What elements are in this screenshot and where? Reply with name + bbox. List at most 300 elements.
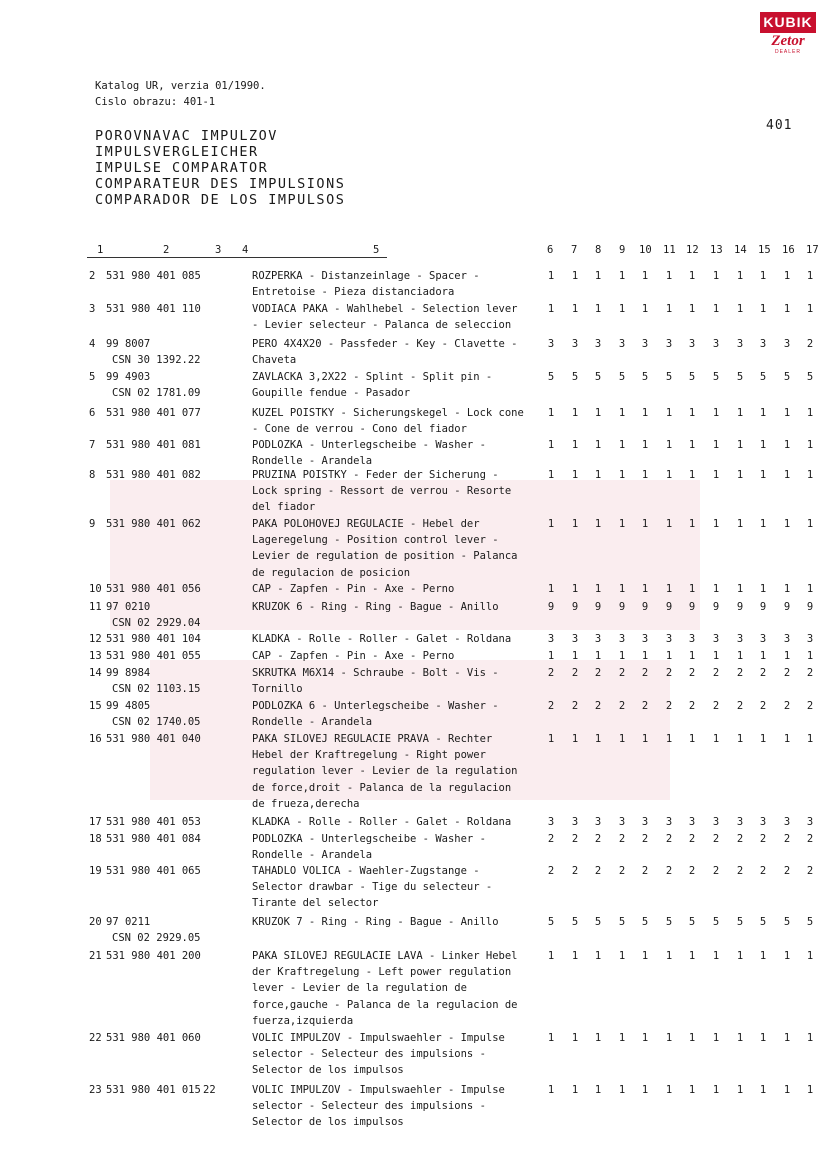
standard-number: CSN 02 2929.05 (112, 932, 201, 944)
part-description: VODIACA PAKA - Wahlhebel - Selection lever - Levier selecteur - Palanca de seleccion (252, 303, 518, 332)
logo-kubik: KUBIK (760, 12, 816, 33)
position-number: 18 (89, 833, 102, 845)
quantity-cell: 1 (665, 1032, 673, 1044)
quantity-cell: 1 (665, 439, 673, 451)
quantity-cell: 3 (759, 338, 767, 350)
quantity-cell: 1 (759, 650, 767, 662)
quantity-cell: 1 (783, 1032, 791, 1044)
quantity-cell: 2 (759, 833, 767, 845)
standard-number: CSN 02 2929.04 (112, 617, 201, 629)
quantity-cell: 1 (759, 1032, 767, 1044)
quantity-cell: 1 (594, 1084, 602, 1096)
quantity-cell: 1 (712, 650, 720, 662)
quantity-cell: 1 (665, 469, 673, 481)
quantity-cell: 5 (736, 916, 744, 928)
position-number: 20 (89, 916, 102, 928)
part-number: 531 980 401 065 (106, 865, 201, 877)
part-number: 531 980 401 053 (106, 816, 201, 828)
quantity-cell: 1 (688, 270, 696, 282)
part-number: 97 0210 (106, 601, 151, 613)
quantity-cell: 1 (712, 439, 720, 451)
quantity-cell: 1 (712, 270, 720, 282)
quantity-cell: 1 (641, 469, 649, 481)
quantity-cell: 1 (618, 650, 626, 662)
quantity-cell: 5 (688, 371, 696, 383)
quantity-cell: 2 (806, 865, 814, 877)
quantity-cell: 2 (571, 833, 579, 845)
position-number: 3 (89, 303, 96, 315)
col-header: 7 (571, 244, 578, 256)
quantity-cell: 1 (571, 1032, 579, 1044)
position-number: 16 (89, 733, 102, 745)
part-description: SKRUTKA M6X14 - Schraube - Bolt - Vis - Tornillo (252, 667, 499, 696)
quantity-cell: 1 (618, 583, 626, 595)
quantity-cell: 1 (594, 1032, 602, 1044)
quantity-cell: 1 (688, 439, 696, 451)
standard-number: CSN 30 1392.22 (112, 354, 201, 366)
part-number: 531 980 401 200 (106, 950, 201, 962)
quantity-cell: 1 (736, 650, 744, 662)
col-header: 15 (758, 244, 771, 256)
part-description: TAHADLO VOLICA - Waehler-Zugstange - Selector drawbar - Tige du selecteur - Tirante del selector (252, 865, 493, 910)
quantity-cell: 9 (571, 601, 579, 613)
col-header: 16 (782, 244, 795, 256)
quantity-cell: 9 (641, 601, 649, 613)
quantity-cell: 2 (759, 667, 767, 679)
quantity-cell: 1 (806, 583, 814, 595)
part-number: 531 980 401 077 (106, 407, 201, 419)
quantity-cell: 2 (759, 700, 767, 712)
quantity-cell: 1 (759, 469, 767, 481)
quantity-cell: 9 (688, 601, 696, 613)
logo-zetor: Zetor (771, 33, 805, 49)
quantity-cell: 1 (547, 950, 555, 962)
quantity-cell: 5 (641, 371, 649, 383)
quantity-cell: 1 (806, 518, 814, 530)
position-number: 11 (89, 601, 102, 613)
quantity-cell: 9 (736, 601, 744, 613)
header-underline (87, 257, 387, 258)
quantity-cell: 1 (665, 950, 673, 962)
quantity-cell: 3 (547, 633, 555, 645)
quantity-cell: 1 (783, 950, 791, 962)
quantity-cell: 1 (736, 469, 744, 481)
quantity-cell: 1 (618, 407, 626, 419)
part-description: CAP - Zapfen - Pin - Axe - Perno (252, 583, 455, 595)
position-number: 12 (89, 633, 102, 645)
quantity-cell: 2 (618, 700, 626, 712)
quantity-cell: 1 (665, 407, 673, 419)
col-header: 14 (734, 244, 747, 256)
quantity-cell: 1 (736, 518, 744, 530)
quantity-cell: 2 (594, 865, 602, 877)
catalog-version: Katalog UR, verzia 01/1990. (95, 80, 266, 92)
quantity-cell: 3 (594, 633, 602, 645)
quantity-cell: 1 (641, 1084, 649, 1096)
quantity-cell: 1 (688, 303, 696, 315)
part-description: PAKA SILOVEJ REGULACIE LAVA - Linker Hebel der Kraftregelung - Left power regulation lever - Levier de la regulation de force,gauche - Palanca de la regulacion de fuerza,izquierda (252, 950, 518, 1027)
quantity-cell: 2 (594, 700, 602, 712)
quantity-cell: 2 (618, 667, 626, 679)
col-header: 5 (373, 244, 380, 256)
quantity-cell: 1 (594, 469, 602, 481)
quantity-cell: 5 (736, 371, 744, 383)
part-number: 531 980 401 056 (106, 583, 201, 595)
quantity-cell: 5 (759, 371, 767, 383)
quantity-cell: 9 (806, 601, 814, 613)
quantity-cell: 5 (594, 371, 602, 383)
quantity-cell: 3 (783, 633, 791, 645)
quantity-cell: 1 (665, 303, 673, 315)
quantity-cell: 3 (594, 816, 602, 828)
quantity-cell: 2 (665, 865, 673, 877)
position-number: 19 (89, 865, 102, 877)
position-number: 5 (89, 371, 96, 383)
quantity-cell: 1 (594, 439, 602, 451)
part-description: VOLIC IMPULZOV - Impulswaehler - Impulse selector - Selecteur des impulsions - Selector de los impulsos (252, 1084, 505, 1129)
part-description: KUZEL POISTKY - Sicherungskegel - Lock cone - Cone de verrou - Cono del fiador (252, 407, 524, 436)
quantity-cell: 3 (688, 816, 696, 828)
quantity-cell: 3 (571, 633, 579, 645)
quantity-cell: 1 (688, 733, 696, 745)
quantity-cell: 2 (547, 865, 555, 877)
quantity-cell: 3 (736, 633, 744, 645)
col-header: 17 (806, 244, 819, 256)
quantity-cell: 1 (783, 439, 791, 451)
quantity-cell: 2 (712, 865, 720, 877)
quantity-cell: 3 (547, 338, 555, 350)
quantity-cell: 1 (736, 950, 744, 962)
quantity-cell: 2 (783, 833, 791, 845)
part-description: CAP - Zapfen - Pin - Axe - Perno (252, 650, 455, 662)
quantity-cell: 1 (594, 733, 602, 745)
quantity-cell: 1 (806, 950, 814, 962)
title-es: COMPARADOR DE LOS IMPULSOS (95, 192, 346, 208)
quantity-cell: 1 (712, 950, 720, 962)
part-description: PAKA POLOHOVEJ REGULACIE - Hebel der Lageregelung - Position control lever - Levier de regulation de position - Palanca de regulacion de posicion (252, 518, 518, 579)
quantity-cell: 3 (759, 816, 767, 828)
quantity-cell: 3 (618, 338, 626, 350)
quantity-cell: 2 (641, 700, 649, 712)
quantity-cell: 1 (618, 270, 626, 282)
quantity-cell: 1 (618, 733, 626, 745)
quantity-cell: 2 (547, 667, 555, 679)
quantity-cell: 1 (547, 1084, 555, 1096)
part-description: PRUZINA POISTKY - Feder der Sicherung - Lock spring - Ressort de verrou - Resorte del fiador (252, 469, 512, 514)
quantity-cell: 1 (688, 1032, 696, 1044)
part-description: KLADKA - Rolle - Roller - Galet - Roldana (252, 816, 512, 828)
quantity-cell: 1 (641, 439, 649, 451)
quantity-cell: 2 (736, 700, 744, 712)
col-header: 1 (97, 244, 104, 256)
quantity-cell: 3 (806, 633, 814, 645)
quantity-cell: 5 (594, 916, 602, 928)
quantity-cell: 3 (806, 816, 814, 828)
quantity-cell: 3 (759, 633, 767, 645)
quantity-cell: 1 (736, 270, 744, 282)
quantity-cell: 1 (665, 650, 673, 662)
quantity-cell: 2 (641, 865, 649, 877)
title-sk: POROVNAVAC IMPULZOV (95, 128, 278, 144)
quantity-cell: 1 (665, 583, 673, 595)
quantity-cell: 2 (806, 700, 814, 712)
quantity-cell: 1 (665, 733, 673, 745)
part-number: 99 4903 (106, 371, 151, 383)
part-number: 99 8984 (106, 667, 151, 679)
quantity-cell: 1 (618, 1084, 626, 1096)
quantity-cell: 2 (594, 833, 602, 845)
part-number: 531 980 401 082 (106, 469, 201, 481)
quantity-cell: 1 (618, 303, 626, 315)
image-number: Cislo obrazu: 401-1 (95, 96, 216, 108)
position-number: 10 (89, 583, 102, 595)
quantity-cell: 1 (594, 650, 602, 662)
quantity-cell: 5 (665, 371, 673, 383)
quantity-cell: 1 (688, 1084, 696, 1096)
quantity-cell: 1 (736, 583, 744, 595)
logo-dealer: DEALER (774, 49, 801, 55)
dealer-logo (760, 12, 816, 55)
quantity-cell: 1 (806, 303, 814, 315)
quantity-cell: 1 (806, 407, 814, 419)
position-number: 22 (89, 1032, 102, 1044)
quantity-cell: 2 (665, 833, 673, 845)
part-description: PODLOZKA 6 - Unterlegscheibe - Washer - Rondelle - Arandela (252, 700, 499, 729)
quantity-cell: 2 (688, 700, 696, 712)
part-description: KLADKA - Rolle - Roller - Galet - Roldana (252, 633, 512, 645)
quantity-cell: 1 (806, 650, 814, 662)
quantity-cell: 3 (783, 338, 791, 350)
part-number: 531 980 401 062 (106, 518, 201, 530)
quantity-cell: 3 (594, 338, 602, 350)
quantity-cell: 5 (571, 371, 579, 383)
position-number: 14 (89, 667, 102, 679)
quantity-cell: 2 (783, 700, 791, 712)
quantity-cell: 1 (547, 733, 555, 745)
part-description: PERO 4X4X20 - Passfeder - Key - Clavette - Chaveta (252, 338, 518, 367)
quantity-cell: 9 (712, 601, 720, 613)
quantity-cell: 5 (547, 371, 555, 383)
quantity-cell: 2 (806, 338, 814, 350)
part-number: 97 0211 (106, 916, 151, 928)
quantity-cell: 5 (712, 371, 720, 383)
quantity-cell: 2 (618, 865, 626, 877)
position-number: 23 (89, 1084, 102, 1096)
part-description: ROZPERKA - Distanzeinlage - Spacer - Entretoise - Pieza distanciadora (252, 270, 480, 299)
quantity-cell: 2 (783, 865, 791, 877)
quantity-cell: 3 (641, 816, 649, 828)
quantity-cell: 1 (806, 1032, 814, 1044)
col-header: 3 (215, 244, 222, 256)
col-header: 13 (710, 244, 723, 256)
quantity-cell: 1 (547, 270, 555, 282)
quantity-cell: 2 (571, 865, 579, 877)
quantity-cell: 1 (736, 1084, 744, 1096)
quantity-cell: 1 (547, 518, 555, 530)
part-number: 99 4805 (106, 700, 151, 712)
quantity-cell: 1 (594, 407, 602, 419)
quantity-cell: 2 (688, 667, 696, 679)
quantity-cell: 1 (641, 583, 649, 595)
quantity-cell: 3 (571, 816, 579, 828)
position-number: 21 (89, 950, 102, 962)
position-number: 2 (89, 270, 96, 282)
position-number: 9 (89, 518, 96, 530)
quantity-cell: 1 (783, 469, 791, 481)
quantity-cell: 2 (783, 667, 791, 679)
quantity-cell: 3 (736, 816, 744, 828)
quantity-cell: 1 (571, 439, 579, 451)
position-number: 7 (89, 439, 96, 451)
standard-number: CSN 02 1740.05 (112, 716, 201, 728)
quantity-cell: 1 (712, 303, 720, 315)
quantity-cell: 2 (594, 667, 602, 679)
quantity-cell: 1 (736, 1032, 744, 1044)
quantity-cell: 5 (806, 371, 814, 383)
col-header: 9 (619, 244, 626, 256)
part-number: 531 980 401 040 (106, 733, 201, 745)
quantity-cell: 5 (641, 916, 649, 928)
quantity-cell: 1 (759, 733, 767, 745)
quantity-cell: 1 (641, 270, 649, 282)
quantity-cell: 1 (641, 303, 649, 315)
quantity-cell: 1 (736, 407, 744, 419)
quantity-cell: 1 (736, 439, 744, 451)
quantity-cell: 1 (571, 469, 579, 481)
quantity-cell: 3 (641, 338, 649, 350)
part-description: KRUZOK 7 - Ring - Ring - Bague - Anillo (252, 916, 499, 928)
quantity-cell: 2 (665, 667, 673, 679)
part-description: PODLOZKA - Unterlegscheibe - Washer - Rondelle - Arandela (252, 833, 486, 862)
part-number: 531 980 401 015 (106, 1084, 201, 1096)
quantity-cell: 1 (806, 733, 814, 745)
quantity-cell: 3 (736, 338, 744, 350)
quantity-cell: 3 (571, 338, 579, 350)
quantity-cell: 1 (547, 407, 555, 419)
quantity-cell: 1 (759, 518, 767, 530)
quantity-cell: 1 (688, 583, 696, 595)
title-de: IMPULSVERGLEICHER (95, 144, 259, 160)
quantity-cell: 1 (571, 518, 579, 530)
quantity-cell: 1 (783, 407, 791, 419)
position-number: 6 (89, 407, 96, 419)
quantity-cell: 1 (594, 303, 602, 315)
col-header: 8 (595, 244, 602, 256)
part-number: 531 980 401 110 (106, 303, 201, 315)
quantity-cell: 1 (665, 1084, 673, 1096)
quantity-cell: 1 (571, 650, 579, 662)
quantity-cell: 2 (547, 833, 555, 845)
quantity-cell: 1 (712, 733, 720, 745)
quantity-cell: 9 (783, 601, 791, 613)
quantity-cell: 2 (688, 833, 696, 845)
position-number: 13 (89, 650, 102, 662)
quantity-cell: 5 (759, 916, 767, 928)
quantity-cell: 3 (665, 338, 673, 350)
quantity-cell: 2 (571, 700, 579, 712)
part-description: VOLIC IMPULZOV - Impulswaehler - Impulse selector - Selecteur des impulsions - Selector de los impulsos (252, 1032, 505, 1077)
quantity-cell: 2 (806, 667, 814, 679)
quantity-cell: 2 (806, 833, 814, 845)
col-header: 4 (242, 244, 249, 256)
quantity-cell: 1 (759, 303, 767, 315)
quantity-cell: 1 (547, 650, 555, 662)
position-number: 8 (89, 469, 96, 481)
quantity-cell: 3 (641, 633, 649, 645)
quantity-cell: 3 (783, 816, 791, 828)
part-number: 531 980 401 104 (106, 633, 201, 645)
part-number: 99 8007 (106, 338, 151, 350)
quantity-cell: 1 (547, 439, 555, 451)
quantity-cell: 1 (571, 1084, 579, 1096)
quantity-cell: 1 (783, 650, 791, 662)
quantity-cell: 5 (571, 916, 579, 928)
quantity-cell: 3 (712, 338, 720, 350)
quantity-cell: 1 (641, 1032, 649, 1044)
quantity-cell: 5 (783, 371, 791, 383)
quantity-cell: 1 (688, 650, 696, 662)
quantity-cell: 2 (712, 700, 720, 712)
standard-number: CSN 02 1781.09 (112, 387, 201, 399)
quantity-cell: 2 (618, 833, 626, 845)
quantity-cell: 5 (547, 916, 555, 928)
quantity-cell: 2 (736, 667, 744, 679)
quantity-cell: 3 (712, 633, 720, 645)
part-number: 531 980 401 060 (106, 1032, 201, 1044)
quantity-cell: 1 (759, 1084, 767, 1096)
quantity-cell: 1 (712, 469, 720, 481)
quantity-cell: 1 (806, 439, 814, 451)
quantity-cell: 1 (641, 950, 649, 962)
quantity-cell: 1 (665, 270, 673, 282)
quantity-cell: 5 (618, 371, 626, 383)
quantity-cell: 2 (547, 700, 555, 712)
part-number: 531 980 401 085 (106, 270, 201, 282)
col-header: 12 (686, 244, 699, 256)
part-number: 531 980 401 055 (106, 650, 201, 662)
quantity-cell: 9 (618, 601, 626, 613)
col-header: 10 (639, 244, 652, 256)
quantity-cell: 3 (688, 338, 696, 350)
quantity-cell: 1 (571, 583, 579, 595)
quantity-cell: 1 (594, 518, 602, 530)
quantity-cell: 1 (759, 407, 767, 419)
quantity-cell: 9 (594, 601, 602, 613)
col-header: 6 (547, 244, 554, 256)
quantity-cell: 1 (641, 407, 649, 419)
quantity-cell: 1 (571, 950, 579, 962)
extra-code: 22 (203, 1084, 216, 1096)
position-number: 4 (89, 338, 96, 350)
quantity-cell: 1 (688, 950, 696, 962)
quantity-cell: 1 (783, 270, 791, 282)
quantity-cell: 1 (688, 518, 696, 530)
quantity-cell: 3 (665, 633, 673, 645)
quantity-cell: 1 (712, 407, 720, 419)
quantity-cell: 1 (571, 407, 579, 419)
title-en: IMPULSE COMPARATOR (95, 160, 269, 176)
quantity-cell: 1 (759, 950, 767, 962)
quantity-cell: 3 (712, 816, 720, 828)
quantity-cell: 5 (806, 916, 814, 928)
quantity-cell: 1 (688, 469, 696, 481)
quantity-cell: 1 (618, 518, 626, 530)
quantity-cell: 9 (547, 601, 555, 613)
quantity-cell: 9 (759, 601, 767, 613)
quantity-cell: 5 (688, 916, 696, 928)
quantity-cell: 1 (759, 583, 767, 595)
quantity-cell: 1 (641, 733, 649, 745)
